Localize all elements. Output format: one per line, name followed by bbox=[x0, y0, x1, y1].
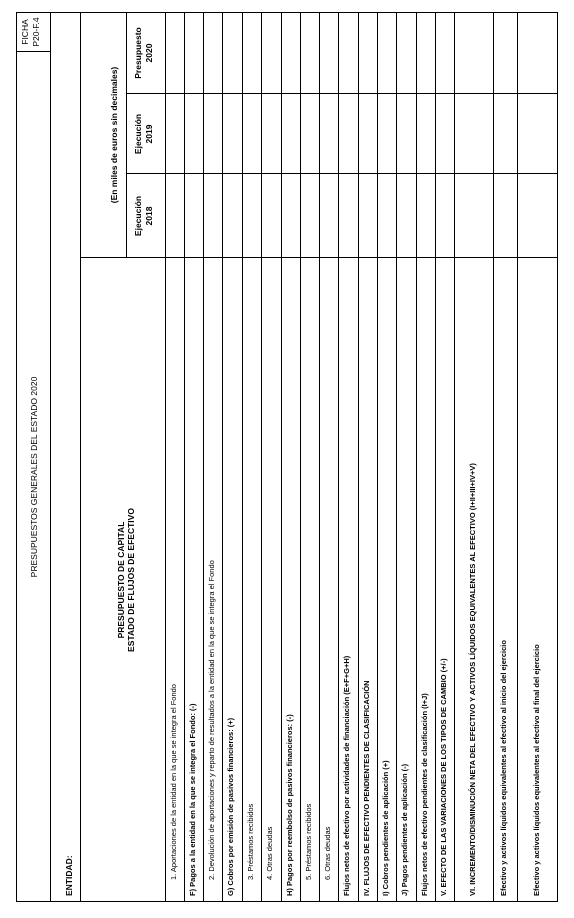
row-rule bbox=[358, 12, 359, 902]
row-rule bbox=[242, 12, 243, 902]
column-header-2019 bbox=[133, 94, 155, 174]
row-rule bbox=[454, 12, 455, 902]
row-1: 1. Aportaciones de la entidad en la que se integra el Fondo bbox=[169, 684, 178, 880]
entity-label: ENTIDAD: bbox=[64, 855, 74, 896]
row-cash-end: Efectivo y activos líquidos equivalentes al efectivo al final del ejercicio bbox=[532, 644, 541, 896]
row-2: 2. Devolución de aportaciones y reparto de resultados a la entidad en la que se integra el Fondo bbox=[207, 560, 216, 880]
row-rule bbox=[396, 12, 397, 902]
row-v: V. EFECTO DE LAS VARIACIONES DE LOS TIPOS DE CAMBIO (+/-) bbox=[439, 658, 448, 896]
row-3: 3. Préstamos recibidos bbox=[246, 803, 255, 880]
column-header-2020-line2: 2020 bbox=[144, 43, 154, 63]
row-rule bbox=[184, 12, 185, 902]
row-rule bbox=[261, 12, 262, 902]
row-rule bbox=[435, 12, 436, 902]
row-rule bbox=[300, 12, 301, 902]
units-note: (En miles de euros sin decimales) bbox=[109, 66, 119, 204]
units-rule bbox=[126, 12, 127, 258]
column-header-2018-line2: 2018 bbox=[144, 206, 154, 226]
row-rule bbox=[377, 12, 378, 902]
form-title: PRESUPUESTOS GENERALES DEL ESTADO 2020 bbox=[29, 376, 39, 578]
row-rule bbox=[281, 12, 282, 902]
row-j: J) Pagos pendientes de aplicación (-) bbox=[400, 763, 409, 896]
row-4: 4. Otras deudas bbox=[265, 826, 274, 880]
row-net-pending: Flujos netos de efectivo pendientes de clasificación (I+J) bbox=[420, 693, 429, 896]
column-header-2019-line1: Ejecución bbox=[133, 113, 143, 155]
row-rule bbox=[203, 12, 204, 902]
table-heading-line1: PRESUPUESTO DE CAPITAL bbox=[116, 521, 126, 639]
row-6: 6. Otras deudas bbox=[323, 826, 332, 880]
table-top-rule bbox=[80, 12, 81, 902]
header-bottom-rule bbox=[50, 12, 51, 902]
column-header-2018 bbox=[133, 174, 155, 258]
table-heading-line2: ESTADO DE FLUJOS DE EFECTIVO bbox=[126, 508, 136, 652]
ficha-code: P20-F.4 bbox=[31, 17, 41, 47]
row-rule bbox=[338, 12, 339, 902]
row-rule bbox=[517, 12, 518, 902]
ficha-label: FICHA bbox=[20, 19, 30, 45]
column-header-2020-line1: Presupuesto bbox=[133, 27, 143, 79]
row-rule bbox=[416, 12, 417, 902]
row-5: 5. Préstamos recibidos bbox=[304, 803, 313, 880]
column-header-2019-line2: 2019 bbox=[144, 124, 154, 144]
column-header-2020 bbox=[133, 12, 155, 94]
row-g: G) Cobros por emisión de pasivos financieros: (+) bbox=[226, 717, 235, 896]
row-h: H) Pagos por reembolso de pasivos financieros: (-) bbox=[285, 714, 294, 896]
row-i: I) Cobros pendientes de aplicación (+) bbox=[381, 760, 390, 896]
column-header-2018-line1: Ejecución bbox=[133, 195, 143, 237]
row-net-financing: Flujos netos de efectivo por actividades de financiación (E+F+G+H) bbox=[342, 655, 351, 896]
row-vi: VI. INCREMENTO/DISMINUCIÓN NETA DEL EFECTIVO Y ACTIVOS LÍQUIDOS EQUIVALENTES AL EFECTIVO (I+II+III+IV+V) bbox=[468, 463, 477, 896]
row-rule bbox=[493, 12, 494, 902]
row-f: F) Pagos a la entidad en la que se integra el Fondo: (-) bbox=[188, 703, 197, 896]
header-rule bbox=[165, 12, 166, 902]
row-cash-start: Efectivo y activos líquidos equivalentes al efectivo al inicio del ejercicio bbox=[499, 640, 508, 896]
row-iv: IV. FLUJOS DE EFECTIVO PENDIENTES DE CLASIFICACIÓN bbox=[362, 680, 371, 896]
row-rule bbox=[222, 12, 223, 902]
row-rule bbox=[319, 12, 320, 902]
